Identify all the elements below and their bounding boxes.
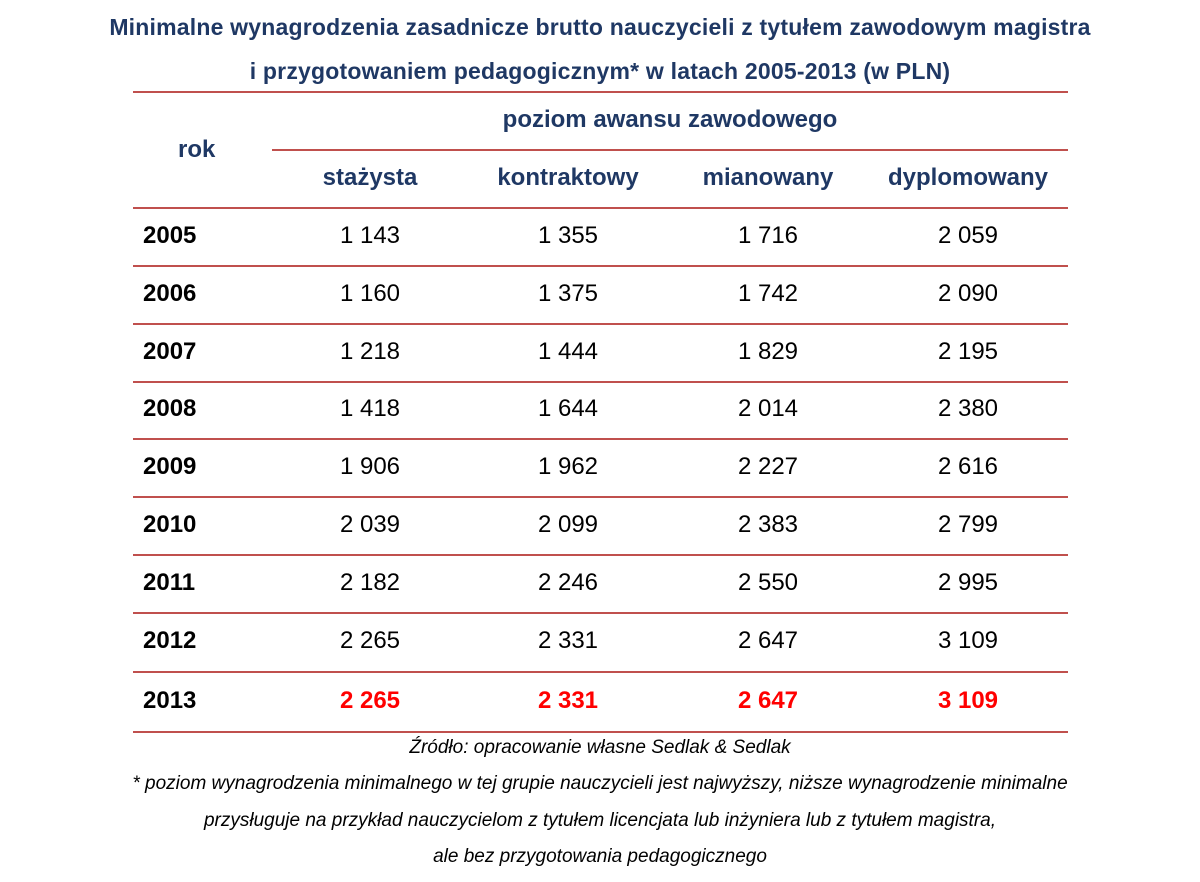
row-rule — [133, 381, 1068, 383]
column-header-stazysta: stażysta — [322, 164, 418, 191]
cell-stazysta: 1 160 — [339, 280, 401, 307]
row-rule — [133, 323, 1068, 325]
row-rule — [133, 554, 1068, 556]
cell-mianowany: 2 550 — [737, 569, 799, 596]
cell-stazysta: 2 039 — [339, 511, 401, 538]
row-year: 2008 — [143, 395, 197, 422]
group-header-rule — [272, 149, 1068, 151]
footnote-line-1: * poziom wynagrodzenia minimalnego w tej grupie nauczycieli jest najwyższy, niższe wynagrodzenie minimalne — [132, 773, 1068, 794]
table-bottom-rule — [133, 731, 1068, 733]
row-year: 2012 — [143, 627, 197, 654]
cell-stazysta: 2 265 — [339, 687, 401, 714]
cell-kontraktowy: 2 099 — [537, 511, 599, 538]
cell-dyplomowany: 2 380 — [937, 395, 999, 422]
header-bottom-rule — [133, 207, 1068, 209]
cell-dyplomowany: 2 059 — [937, 222, 999, 249]
row-year: 2009 — [143, 453, 197, 480]
cell-mianowany: 1 829 — [737, 338, 799, 365]
column-header-mianowany: mianowany — [702, 164, 834, 191]
row-rule — [133, 671, 1068, 673]
row-year: 2006 — [143, 280, 197, 307]
table-top-rule — [133, 91, 1068, 93]
cell-dyplomowany: 2 195 — [937, 338, 999, 365]
row-rule — [133, 496, 1068, 498]
column-header-dyplomowany: dyplomowany — [887, 164, 1049, 191]
cell-stazysta: 1 218 — [339, 338, 401, 365]
group-header: poziom awansu zawodowego — [502, 106, 838, 133]
cell-mianowany: 1 716 — [737, 222, 799, 249]
cell-mianowany: 2 647 — [737, 627, 799, 654]
row-rule — [133, 438, 1068, 440]
cell-kontraktowy: 1 644 — [537, 395, 599, 422]
year-header: rok — [178, 136, 216, 163]
cell-kontraktowy: 1 444 — [537, 338, 599, 365]
cell-stazysta: 2 265 — [339, 627, 401, 654]
footnote-line-3: ale bez przygotowania pedagogicznego — [433, 846, 767, 867]
cell-stazysta: 2 182 — [339, 569, 401, 596]
row-year: 2005 — [143, 222, 197, 249]
cell-dyplomowany: 2 090 — [937, 280, 999, 307]
cell-dyplomowany: 3 109 — [937, 687, 999, 714]
row-year: 2010 — [143, 511, 197, 538]
cell-mianowany: 1 742 — [737, 280, 799, 307]
cell-mianowany: 2 014 — [737, 395, 799, 422]
row-year: 2007 — [143, 338, 197, 365]
cell-dyplomowany: 2 995 — [937, 569, 999, 596]
cell-stazysta: 1 906 — [339, 453, 401, 480]
footnote-line-2: przysługuje na przykład nauczycielom z tytułem licencjata lub inżyniera lub z tytułem magistra, — [203, 810, 996, 831]
page-title-line-1: Minimalne wynagrodzenia zasadnicze brutto nauczycieli z tytułem zawodowym magistra — [109, 14, 1091, 40]
column-header-kontraktowy: kontraktowy — [497, 164, 639, 191]
row-year: 2011 — [143, 569, 196, 596]
cell-kontraktowy: 2 246 — [537, 569, 599, 596]
cell-kontraktowy: 2 331 — [537, 687, 599, 714]
row-rule — [133, 612, 1068, 614]
cell-mianowany: 2 383 — [737, 511, 799, 538]
cell-kontraktowy: 2 331 — [537, 627, 599, 654]
row-rule — [133, 265, 1068, 267]
row-year: 2013 — [143, 687, 197, 714]
cell-mianowany: 2 227 — [737, 453, 799, 480]
cell-stazysta: 1 418 — [339, 395, 401, 422]
cell-stazysta: 1 143 — [339, 222, 401, 249]
cell-dyplomowany: 2 616 — [937, 453, 999, 480]
cell-dyplomowany: 2 799 — [937, 511, 999, 538]
cell-mianowany: 2 647 — [737, 687, 799, 714]
cell-kontraktowy: 1 962 — [537, 453, 599, 480]
cell-kontraktowy: 1 375 — [537, 280, 599, 307]
page-title-line-2: i przygotowaniem pedagogicznym* w latach 2005-2013 (w PLN) — [249, 58, 951, 84]
source-note: Źródło: opracowanie własne Sedlak & Sedlak — [409, 737, 791, 758]
cell-dyplomowany: 3 109 — [937, 627, 999, 654]
cell-kontraktowy: 1 355 — [537, 222, 599, 249]
